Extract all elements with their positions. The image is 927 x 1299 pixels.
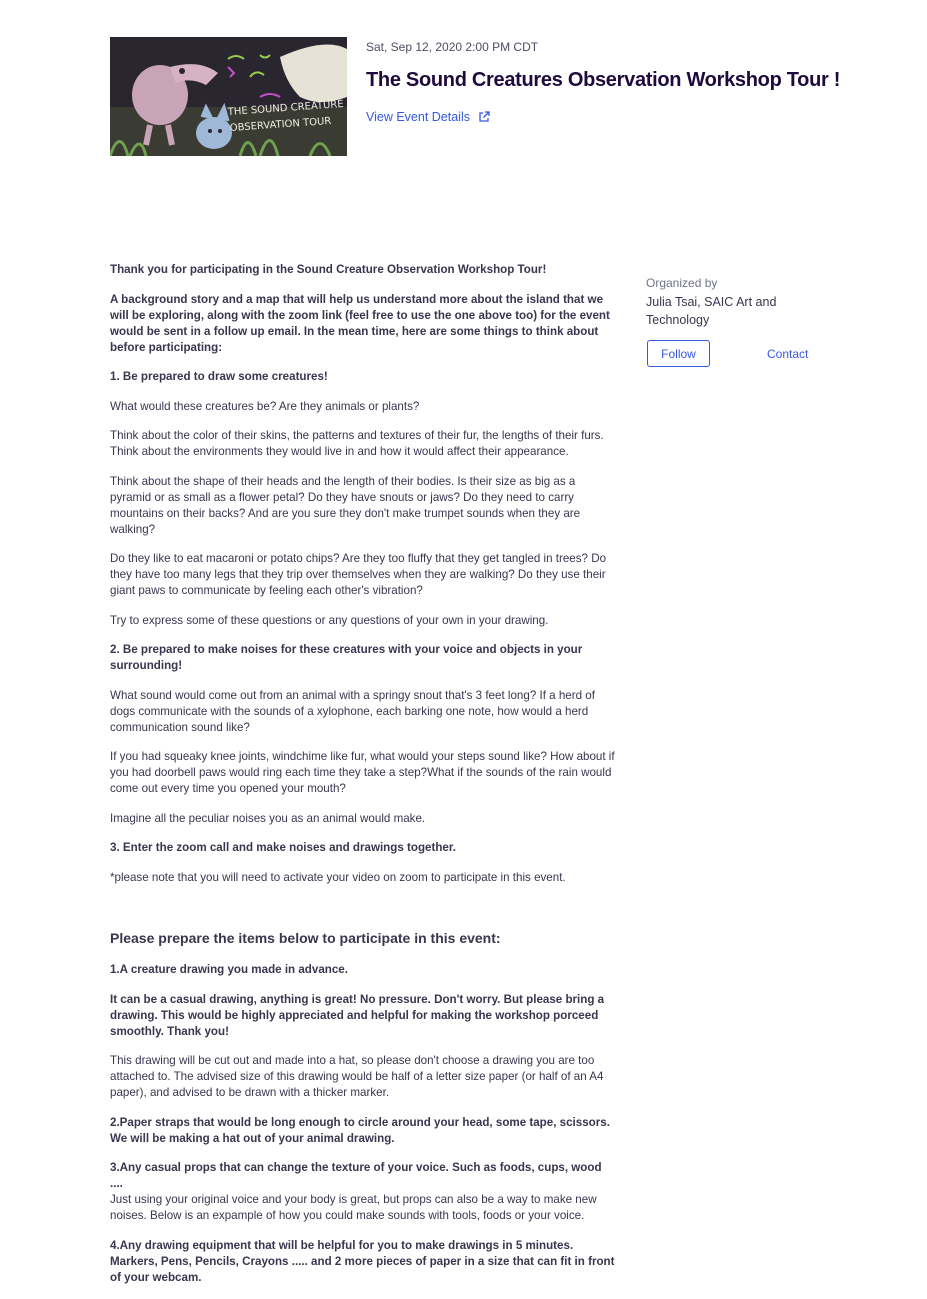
event-description	[110, 262, 615, 1299]
item-2: 2.Paper straps that would be long enough to circle around your head, some tape, scissors. We will be making a hat out of your animal drawing.	[110, 1115, 610, 1145]
intro-text: Thank you for participating in the Sound Creature Observation Workshop Tour!	[110, 263, 547, 276]
view-event-details-link[interactable]	[366, 110, 490, 124]
paragraph: This drawing will be cut out and made into a hat, so please don't choose a drawing you are too attached to. The advised size of this drawing would be half of a letter size paper (or half of an A4 paper), and advised to be drawn with a thicker marker.	[110, 1054, 604, 1099]
view-event-details-label: View Event Details	[366, 110, 470, 124]
item-3-title: 3.Any casual props that can change the texture of your voice. Such as foods, cups, wood ....	[110, 1161, 602, 1190]
step-2-heading: 2. Be prepared to make noises for these creatures with your voice and objects in your surrounding!	[110, 643, 583, 672]
paragraph: Do they like to eat macaroni or potato chips? Are they too fluffy that they get tangled in trees? Do they have too many legs that they trip over themselves when they are walking? Do they use their giant paws to communicate by feeling each other's vibration?	[110, 552, 607, 597]
paragraph: What sound would come out from an animal with a springy snout that's 3 feet long? If a herd of dogs communicate with the sounds of a xylophone, each barking one note, how would a herd communication sound like?	[110, 688, 595, 734]
paragraph: Imagine all the peculiar noises you as an animal would make.	[110, 811, 426, 825]
step-3-heading: 3. Enter the zoom call and make noises and drawings together.	[110, 841, 456, 854]
item-4: 4.Any drawing equipment that will be helpful for you to make drawings in 5 minutes. Markers, Pens, Pencils, Crayons ..... and 2 more pieces of paper in a size that can fit in front of your webcam.	[110, 1238, 615, 1284]
background-text: A background story and a map that will help us understand more about the island that we will be exploring, along with the zoom link (feel free to use the one above too) for the event would be sent in a follow up email. In the mean time, here are some things to think about before participating:	[110, 292, 610, 354]
item-3	[110, 1160, 615, 1224]
item-3-text: Just using your original voice and your body is great, but props can also be a way to make new noises. Below is an expample of how you could make sounds with tools, foods or your voice.	[110, 1193, 597, 1222]
items-heading: Please prepare the items below to participate in this event:	[110, 930, 501, 946]
organizer-panel	[646, 275, 826, 329]
organized-by-label: Organized by	[646, 276, 718, 290]
item-1-note: It can be a casual drawing, anything is great! No pressure. Don't worry. But please bring a drawing. This would be highly appreciated and helpful for making the workshop porceed smoothly. Thank you!	[110, 992, 605, 1038]
step-1-heading: 1. Be prepared to draw some creatures!	[110, 370, 328, 383]
event-title: The Sound Creatures Observation Workshop Tour !	[366, 69, 841, 91]
video-note: *please note that you will need to activate your video on zoom to participate in this event.	[110, 870, 566, 884]
paragraph: Try to express some of these questions or any questions of your own in your drawing.	[110, 613, 549, 627]
paragraph: Think about the color of their skins, the patterns and textures of their fur, the lengths of their furs. Think about the environments they would live in and how it would affect their appearance.	[110, 429, 604, 458]
paragraph: Think about the shape of their heads and the length of their bodies. Is their size as big as a pyramid or as small as a flower petal? Do they have snouts or jaws? Do they need to carry mountains on their backs? And are you sure they don't make trumpet sounds when they are walking?	[110, 474, 581, 536]
external-link-icon	[478, 111, 490, 123]
svg-text:THE SOUND CREATURE: THE SOUND CREATURE	[227, 98, 344, 118]
paragraph: If you had squeaky knee joints, windchime like fur, what would your steps sound like? How about if you had doorbell paws would ring each time they take a step?What if the sounds of the rain would come out every time you opened your mouth?	[110, 750, 615, 795]
item-1: 1.A creature drawing you made in advance.	[110, 963, 348, 976]
svg-text:OBSERVATION TOUR: OBSERVATION TOUR	[229, 115, 332, 134]
paragraph: What would these creatures be? Are they animals or plants?	[110, 399, 420, 413]
follow-button[interactable]: Follow	[647, 340, 710, 367]
organizer-name: Julia Tsai, SAIC Art and Technology	[646, 295, 777, 327]
event-image	[110, 37, 347, 156]
event-date: Sat, Sep 12, 2020 2:00 PM CDT	[366, 40, 539, 54]
contact-link[interactable]: Contact	[767, 347, 809, 361]
